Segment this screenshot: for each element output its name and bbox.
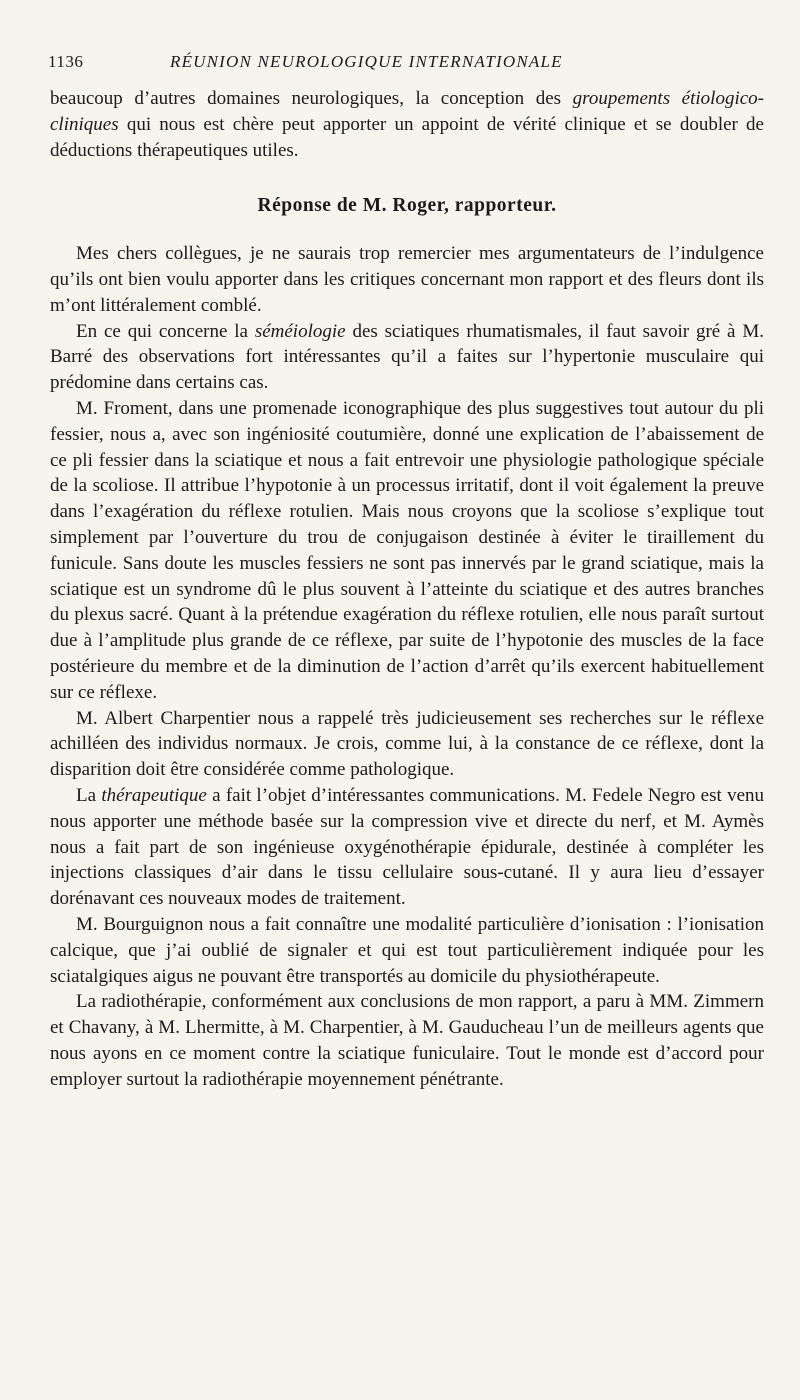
intro-paragraph: [50, 86, 764, 163]
paragraph-2-italic-term: séméiologie: [254, 320, 346, 342]
page-body: [50, 86, 764, 1092]
paragraph-5-text-c: a fait l’objet d’intéressantes communications. M. Fedele Negro est venu nous apporter une méthode basée sur la compression vive et directe du nerf, et M. Aymès nous a fait part de son ingénieuse oxygénothérapie épidurale, destinée à compléter les injections classiques d’air dans le tissu cellulaire sous-cutané. Il y aura lieu d’essayer dorénavant ces nouveaux modes de traitement.: [50, 784, 765, 910]
paragraph-5-text-a: La: [76, 784, 102, 806]
paragraph-2-text-a: En ce qui concerne la: [76, 320, 255, 342]
intro-text-c: qui nous est chère peut apporter un appoint de vérité clinique et se doubler de déductions thérapeutiques utiles.: [50, 113, 764, 161]
paragraph-1: Mes chers collègues, je ne saurais trop remercier mes argumentateurs de l’indulgence qu’ils ont bien voulu apporter dans les critiques concernant mon rapport et des fleurs dont ils m’ont littéralement comblé.: [50, 243, 764, 316]
paragraph-2: [50, 319, 764, 396]
intro-italic-term: groupements étiologico-cliniques: [50, 88, 764, 135]
paragraph-6: M. Bourguignon nous a fait connaître une modalité particulière d’ionisation : l’ionisation calcique, que j’ai oublié de signaler et qui est tout particulièrement indiquée pour les sciatalgiques aigus ne pouvant être transportés au domicile du physiothérapeute.: [50, 913, 764, 987]
paragraph-7: La radiothérapie, conformément aux conclusions de mon rapport, a paru à MM. Zimmern et Chavany, à M. Lhermitte, à M. Charpentier, à M. Gauducheau l’un de meilleurs agents que nous ayons en ce moment contre la sciatique funiculaire. Tout le monde est d’accord pour employer surtout la radiothérapie moyennement pénétrante.: [50, 991, 764, 1090]
paragraph-5-italic-term: thérapeutique: [101, 784, 207, 806]
section-heading: Réponse de M. Roger, rapporteur.: [257, 195, 557, 217]
paragraph-2-text-c: des sciatiques rhumatismales, il faut savoir gré à M. Barré des observations fort intéressantes qu’il a faites sur l’hypertonie musculaire qui prédomine dans certains cas.: [50, 320, 764, 394]
paragraph-5: [50, 783, 764, 912]
page-number: 1136: [48, 52, 84, 71]
intro-text-a: beaucoup d’autres domaines neurologiques, la conception des: [50, 88, 573, 109]
paragraph-4: M. Albert Charpentier nous a rappelé très judicieusement ses recherches sur le réflexe achilléen des individus normaux. Je crois, comme lui, à la constance de ce réflexe, dont la disparition doit être considérée comme pathologique.: [50, 707, 764, 781]
paragraph-3: M. Froment, dans une promenade iconographique des plus suggestives tout autour du pli fessier, nous a, avec son ingéniosité coutumière, donné une explication de l’abaissement de ce pli fessier dans la sciatique et nous a fait entrevoir une physiologie pathologique spéciale de la scoliose. Il attribue l’hypotonie à un processus irritatif, dont il voit également la preuve dans l’exagération du réflexe rotulien. Mais nous croyons que la scoliose s’explique tout simplement par l’ouverture du trou de conjugaison destinée à éviter le tiraillement du funicule. Sans doute les muscles fessiers ne sont pas innervés par le grand sciatique, mais la sciatique est un syndrome dû le plus souvent à l’atteinte du sciatique et des autres branches du plexus sacré. Quant à la prétendue exagération du réflexe rotulien, elle nous paraît surtout due à l’amplitude plus grande de ce réflexe, par suite de l’hypotonie des muscles de la face postérieure du membre et de la diminution de l’action d’arrêt qu’ils exercent habituellement sur ce réflexe.: [50, 397, 764, 703]
running-title: RÉUNION NEUROLOGIQUE INTERNATIONALE: [170, 52, 563, 71]
